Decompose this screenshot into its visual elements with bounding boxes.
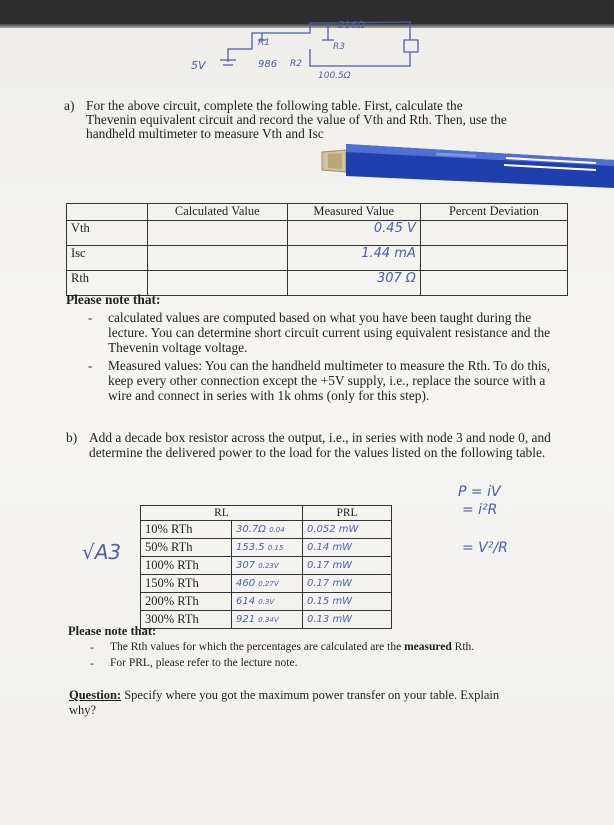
pct-200: 200% — [145, 594, 175, 608]
note1-bullet1-line2: lecture. You can determine short circuit current using equivalent resistance and the — [108, 325, 551, 340]
thevenin-header-deviation: Percent Deviation — [420, 204, 567, 221]
note1-bullet2-line2: keep every other connection except the +5V supply, i.e., replace the source with a — [108, 373, 546, 388]
question-text-2: why? — [69, 703, 97, 717]
note2-bullet1-dash: - — [90, 640, 94, 654]
note2-bullet2: For PRL, please refer to the lecture note. — [110, 657, 298, 669]
table-row — [141, 611, 392, 629]
part-b-line-2: determine the delivered power to the load for the values listed on the following table. — [89, 445, 546, 460]
r3-mark: R3 — [333, 42, 345, 52]
part-a-line-3: handheld multimeter to measure Vth and Isc — [86, 126, 324, 141]
prl-300: 0.13 mW — [303, 611, 392, 629]
load-power-header-row — [141, 506, 392, 521]
rl-header: RL — [141, 506, 303, 521]
table-row — [141, 575, 392, 593]
load-power-table — [140, 505, 392, 629]
table-row — [141, 593, 392, 611]
r1-value: 986 — [258, 59, 278, 70]
note1-bullet2-line3: wire and connect in series with 1k ohms (only for this step). — [108, 388, 430, 403]
isc-deviation — [420, 246, 567, 271]
table-row — [141, 539, 392, 557]
source-label: 5V — [191, 59, 206, 72]
r3-value: 216Ω — [338, 20, 365, 31]
note1-bullet1-line3: Thevenin voltage voltage. — [108, 340, 248, 355]
thevenin-header-calculated: Calculated Value — [148, 204, 288, 221]
vth-calculated — [148, 221, 288, 246]
thevenin-header-blank — [67, 204, 148, 221]
note1-bullet2-line1: Measured values: You can the handheld multimeter to measure the Rth. To do this, — [108, 358, 551, 373]
rth-100: RTh — [177, 558, 199, 572]
part-b-line-1: Add a decade box resistor across the output, i.e., in series with node 3 and node 0, and — [89, 430, 551, 445]
question-line-1 — [69, 688, 499, 703]
rl-note-300: 0.34V — [258, 616, 279, 624]
part-b-label: b) — [66, 430, 78, 445]
r3-symbol — [322, 23, 334, 40]
isc-measured: 1.44 mA — [287, 246, 420, 271]
note1-bullet1-line1: calculated values are computed based on what you have been taught during the — [108, 310, 532, 325]
pct-150: 150% — [145, 576, 175, 590]
rl-10: 30.7Ω — [236, 524, 266, 535]
rth-200: RTh — [177, 594, 199, 608]
note1-bullet1-dash: - — [88, 310, 93, 325]
part-a-label: a) — [64, 98, 75, 113]
rth-deviation — [420, 271, 567, 296]
blue-marker-pen — [316, 132, 614, 190]
note2-bullet2-dash: - — [90, 656, 94, 670]
worksheet-page — [0, 20, 614, 825]
rl-150: 460 — [236, 578, 256, 589]
isc-calculated — [148, 246, 288, 271]
part-a-line-2: Thevenin equivalent circuit and record the value of Vth and Rth. Then, use the — [86, 112, 507, 127]
note1-bullet2-dash: - — [88, 358, 93, 373]
table-row — [141, 557, 392, 575]
table-row — [141, 521, 392, 539]
prl-100: 0.17 mW — [303, 557, 392, 575]
note1-heading: Please note that: — [66, 292, 161, 307]
prl-header: PRL — [303, 506, 392, 521]
formula-line-3: = V²/R — [462, 540, 508, 556]
rth-50: RTh — [171, 540, 193, 554]
vth-measured: 0.45 V — [287, 221, 420, 246]
formula-line-2: = i²R — [462, 502, 498, 518]
rl-50: 153.5 — [236, 542, 265, 553]
rth-label: Rth — [67, 271, 148, 296]
vth-label: Vth — [67, 221, 148, 246]
circuit-wire-bottom — [310, 49, 410, 66]
note2-bullet1-post: Rth. — [451, 641, 475, 653]
pct-50: 50% — [145, 540, 168, 554]
rl-200: 614 — [236, 596, 256, 607]
rth-measured: 307 Ω — [287, 271, 420, 296]
rl-note-10: 0.04 — [269, 526, 285, 534]
prl-10: 0.052 mW — [303, 521, 392, 539]
r2-mark: R2 — [290, 59, 302, 69]
table-row — [67, 246, 568, 271]
question-text-1: Specify where you got the maximum power transfer on your table. Explain — [121, 688, 500, 702]
pct-300: 300% — [145, 612, 175, 626]
rl-100: 307 — [236, 560, 256, 571]
margin-mark: √A3 — [82, 540, 122, 564]
rl-note-50: 0.15 — [267, 544, 284, 552]
rth-10: RTh — [171, 522, 193, 536]
isc-label: Isc — [67, 246, 148, 271]
pct-100: 100% — [145, 558, 175, 572]
rl-300: 921 — [236, 614, 256, 625]
circuit-wire-left — [228, 23, 330, 62]
vth-deviation — [420, 221, 567, 246]
rth-150: RTh — [177, 576, 199, 590]
prl-200: 0.15 mW — [303, 593, 392, 611]
thevenin-table-header-row — [67, 204, 568, 221]
note2-bullet1 — [110, 640, 474, 655]
table-row — [67, 221, 568, 246]
pct-10: 10% — [145, 522, 168, 536]
rth-calculated — [148, 271, 288, 296]
note2-bullet1-bold: measured — [404, 641, 452, 653]
question-label: Question: — [69, 688, 122, 702]
prl-50: 0.14 mW — [303, 539, 392, 557]
rl-note-200: 0.3V — [258, 598, 275, 606]
part-a-line-1: For the above circuit, complete the following table. First, calculate the — [86, 98, 463, 113]
output-box — [404, 40, 418, 52]
r1-mark: R1 — [258, 38, 270, 48]
r2-value: 100.5Ω — [318, 71, 351, 81]
thevenin-table — [66, 203, 568, 296]
rl-note-100: 0.23V — [258, 562, 279, 570]
prl-150: 0.17 mW — [303, 575, 392, 593]
note2-heading: Please note that: — [68, 624, 157, 638]
rth-300: RTh — [177, 612, 199, 626]
note2-bullet1-pre: The Rth values for which the percentages are calculated are the — [110, 641, 405, 653]
rl-note-150: 0.27V — [258, 580, 279, 588]
formula-line-1: P = iV — [458, 484, 501, 500]
thevenin-header-measured: Measured Value — [287, 204, 420, 221]
